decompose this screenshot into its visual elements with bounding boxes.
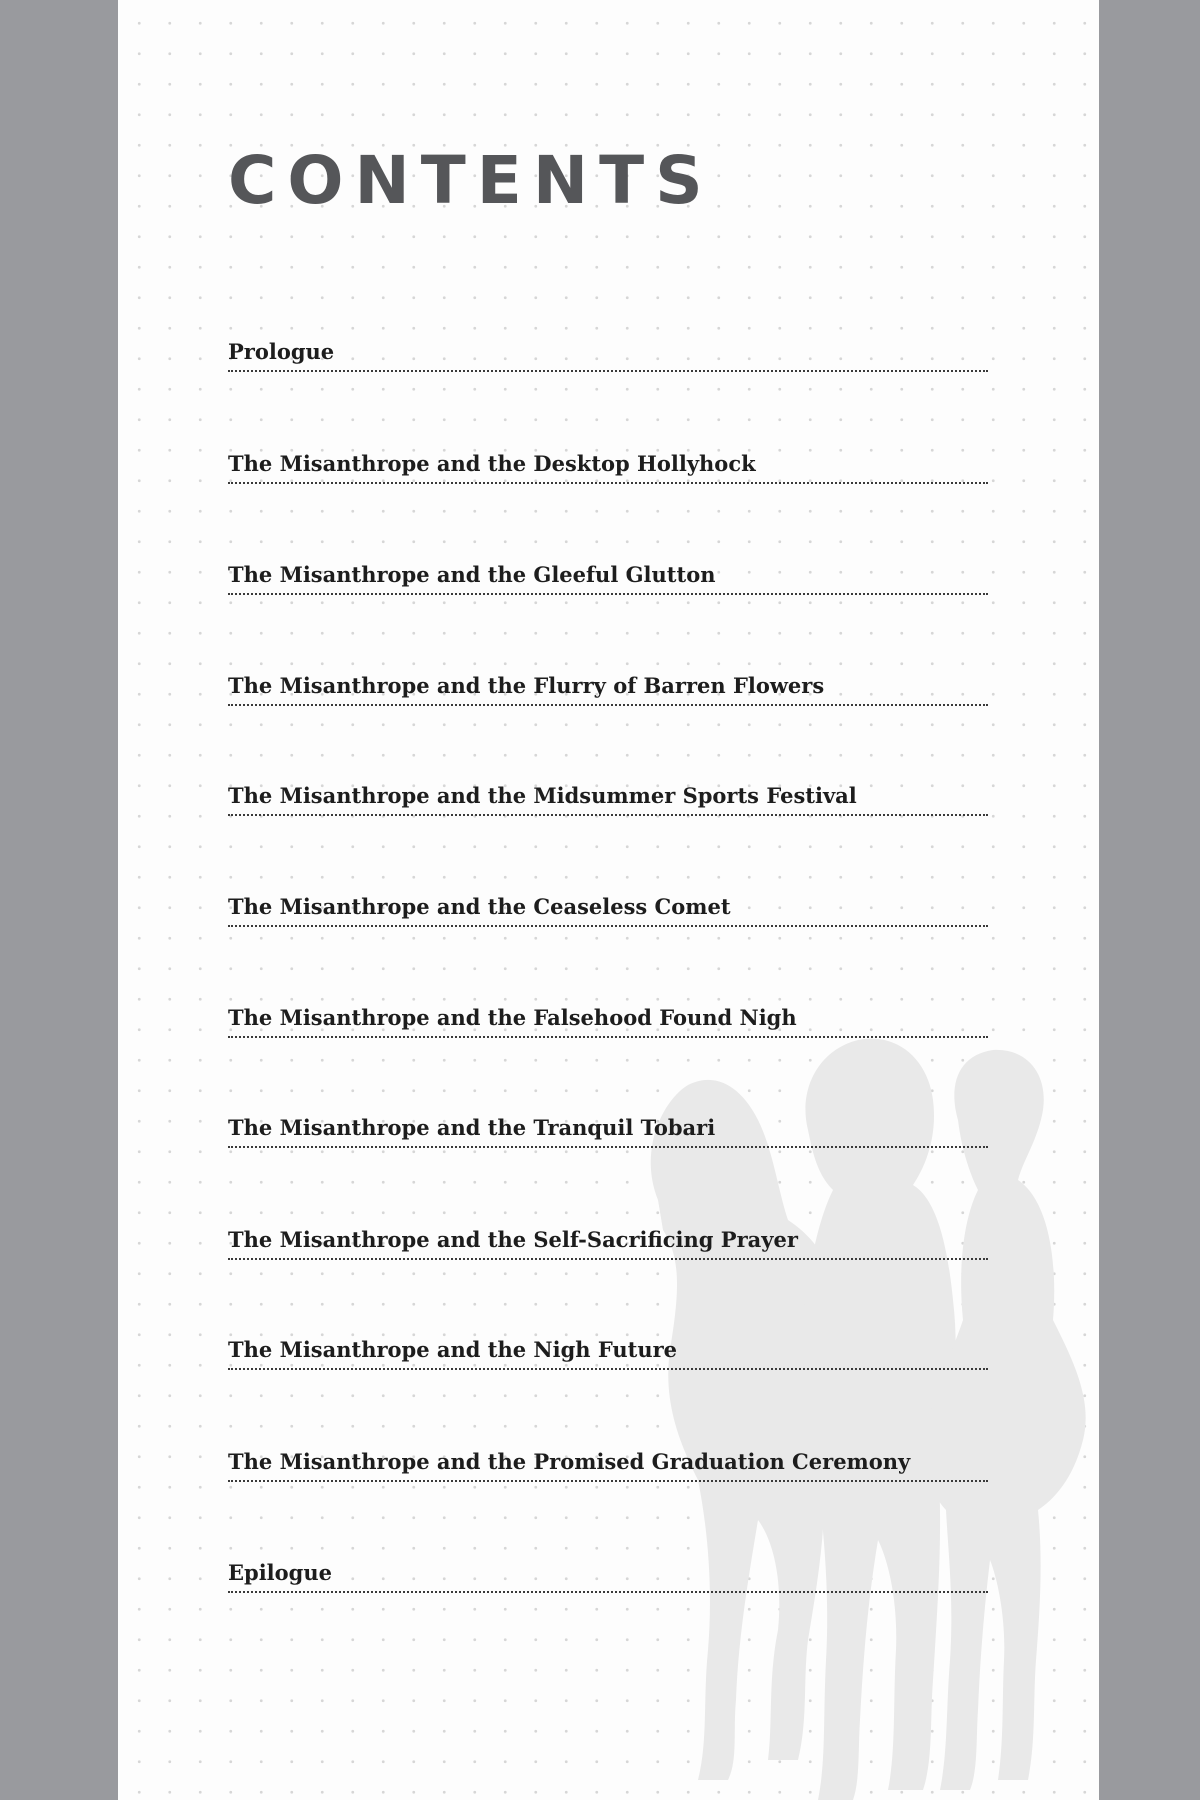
toc-entry-chapter-6[interactable] xyxy=(228,1002,988,1038)
toc-entry-label: The Misanthrope and the Desktop Hollyhock xyxy=(228,451,756,476)
toc-entry-prologue[interactable] xyxy=(228,336,988,372)
toc-entry-label: The Misanthrope and the Promised Graduation Ceremony xyxy=(228,1449,911,1474)
toc-entry-epilogue[interactable] xyxy=(228,1557,988,1593)
toc-entry-chapter-7[interactable] xyxy=(228,1112,988,1148)
toc-entry-label: The Misanthrope and the Flurry of Barren Flowers xyxy=(228,673,825,698)
toc-entry-label: The Misanthrope and the Gleeful Glutton xyxy=(228,562,716,587)
toc-entry-label: Epilogue xyxy=(228,1560,332,1585)
toc-entry-label: The Misanthrope and the Nigh Future xyxy=(228,1337,678,1362)
toc-entry-label: The Misanthrope and the Self-Sacrificing Prayer xyxy=(228,1227,798,1252)
page-title: CONTENTS xyxy=(228,142,714,219)
toc-entry-chapter-10[interactable] xyxy=(228,1446,988,1482)
book-page xyxy=(118,0,1099,1800)
toc-entry-chapter-4[interactable] xyxy=(228,780,988,816)
toc-entry-label: The Misanthrope and the Midsummer Sports Festival xyxy=(228,783,857,808)
toc-entry-chapter-5[interactable] xyxy=(228,891,988,927)
toc-entry-chapter-3[interactable] xyxy=(228,670,988,706)
toc-entry-chapter-9[interactable] xyxy=(228,1334,988,1370)
toc-entry-label: The Misanthrope and the Tranquil Tobari xyxy=(228,1115,716,1140)
toc-entry-chapter-8[interactable] xyxy=(228,1224,988,1260)
toc-entry-chapter-1[interactable] xyxy=(228,448,988,484)
toc-entry-label: The Misanthrope and the Ceaseless Comet xyxy=(228,894,731,919)
toc-entry-chapter-2[interactable] xyxy=(228,559,988,595)
toc-entry-label: Prologue xyxy=(228,339,335,364)
toc-entry-label: The Misanthrope and the Falsehood Found Nigh xyxy=(228,1005,797,1030)
